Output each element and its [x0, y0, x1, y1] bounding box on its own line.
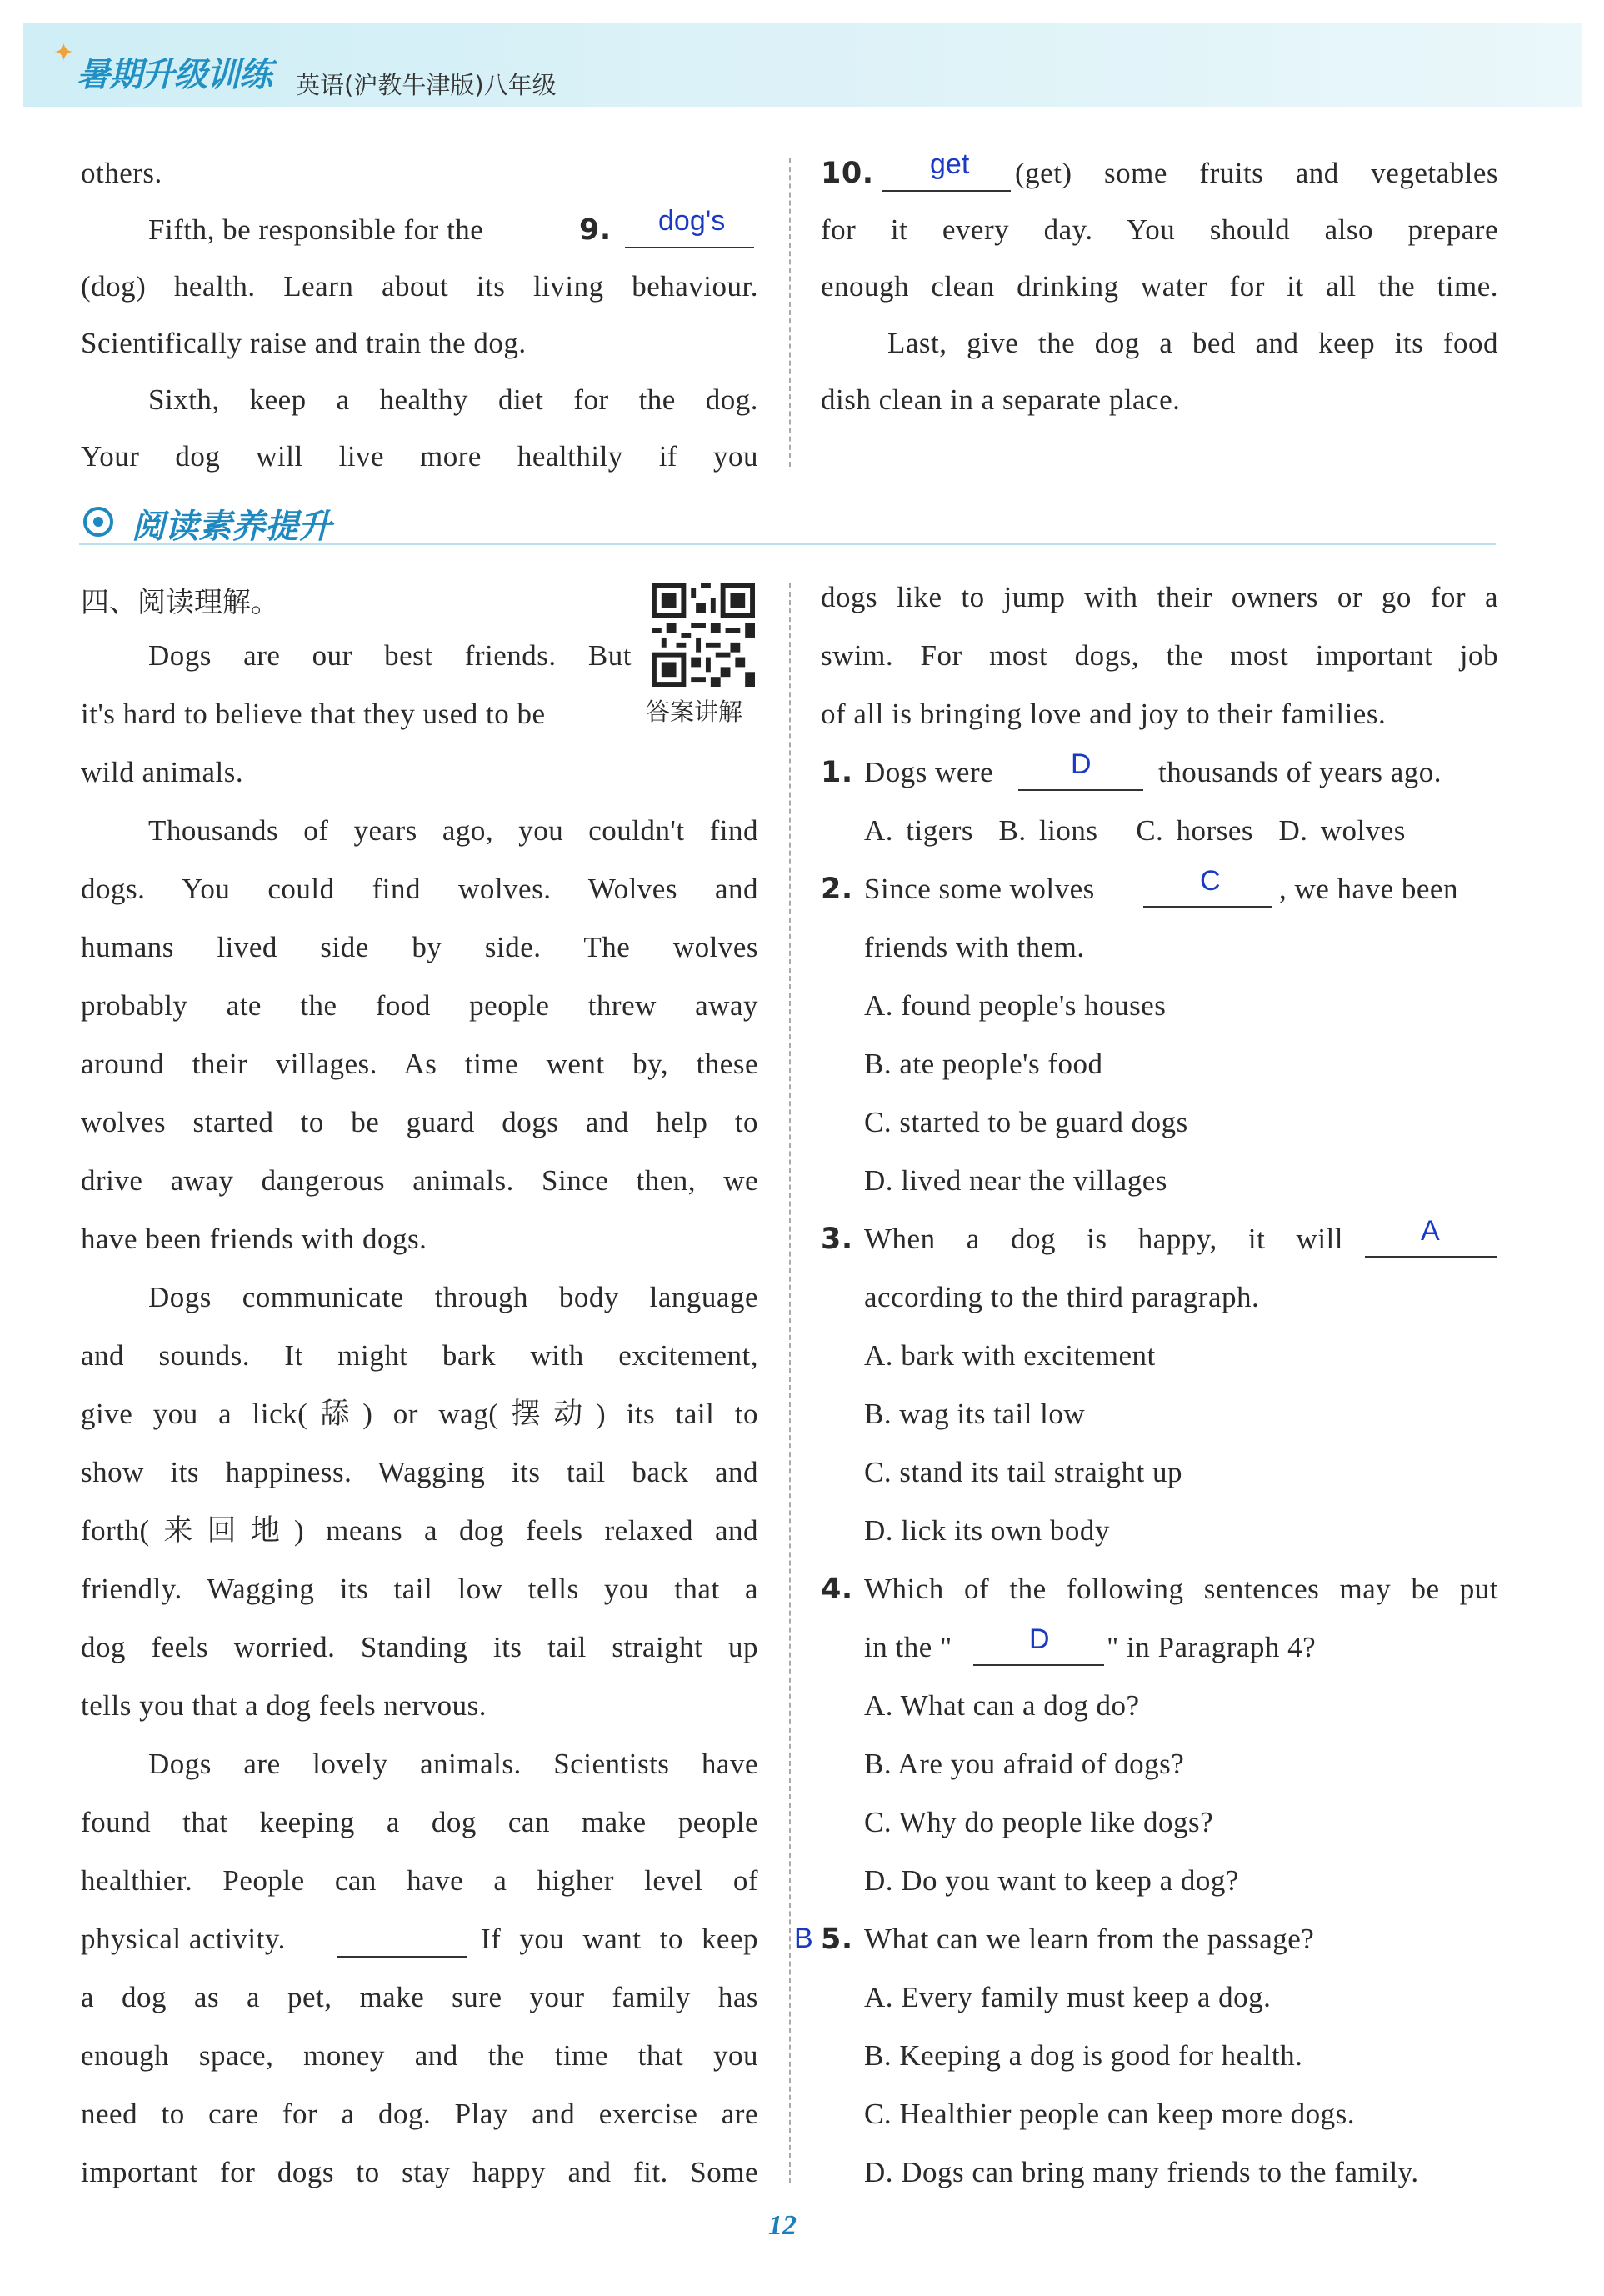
target-icon — [83, 507, 113, 537]
question-number: 3. — [821, 1223, 853, 1256]
passage-line: physical activity. — [81, 1923, 286, 1955]
top-right-line — [1015, 157, 1498, 190]
justified-text: humans lived side by side. The wolves — [81, 931, 758, 963]
justified-text: (get) some fruits and vegetables — [1015, 157, 1498, 189]
top-left-line: (dog) health. Learn about its living behaviour. — [81, 270, 758, 303]
answer-blank — [1365, 1256, 1497, 1258]
justified-text: important for dogs to stay happy and fit. Some — [81, 2156, 758, 2188]
brand-title: 暑期升级训练 — [77, 56, 272, 94]
column-divider — [789, 158, 791, 467]
passage-line — [81, 1631, 758, 1664]
top-right-line: dish clean in a separate place. — [821, 383, 1181, 416]
section-rule — [79, 543, 1496, 545]
justified-text: wolves started to be guard dogs and help to — [81, 1106, 758, 1138]
passage-line — [81, 1514, 758, 1548]
passage-line: wild animals. — [81, 756, 244, 788]
question-text: Dogs were — [864, 756, 994, 788]
option: D. lived near the villages — [864, 1164, 1167, 1197]
option: D. Dogs can bring many friends to the family. — [864, 2156, 1419, 2188]
justified-text: Sixth, keep a healthy diet for the dog. — [148, 383, 758, 416]
option: B. wag its tail low — [864, 1398, 1086, 1430]
passage-line — [81, 989, 758, 1023]
answer-text: C — [1200, 865, 1221, 897]
passage-line — [821, 581, 1498, 614]
answer-text: A — [1421, 1215, 1440, 1247]
justified-text: need to care for a dog. Play and exercise are — [81, 2098, 758, 2130]
justified-text: dogs. You could find wolves. Wolves and — [81, 873, 758, 905]
passage-line — [81, 1339, 758, 1373]
answer-text: D — [1071, 748, 1092, 780]
passage-line — [148, 814, 758, 848]
justified-text: swim. For most dogs, the most important job — [821, 639, 1498, 672]
section-title: 阅读素养提升 — [132, 508, 332, 546]
top-left-line — [81, 440, 758, 473]
justified-text: friendly. Wagging its tail low tells you that a — [81, 1573, 758, 1605]
passage-line: of all is bringing love and joy to their families. — [821, 698, 1387, 730]
passage-line: it's hard to believe that they used to be — [81, 698, 546, 730]
question-text: Since some wolves — [864, 873, 1095, 905]
passage-line — [81, 1456, 758, 1489]
justified-text: Your dog will live more healthily if you — [81, 440, 758, 473]
justified-text: drive away dangerous animals. Since then, we — [81, 1164, 758, 1197]
question-number: 5. — [821, 1923, 853, 1956]
answer-blank — [973, 1664, 1104, 1666]
star-icon: ✦ — [53, 39, 75, 67]
question-text: " in Paragraph 4? — [1107, 1631, 1317, 1663]
justified-text: around their villages. As time went by, these — [81, 1048, 758, 1080]
option: D. lick its own body — [864, 1514, 1110, 1547]
question-text: , we have been — [1279, 873, 1458, 905]
justified-text: dog feels worried. Standing its tail straight up — [81, 1631, 758, 1663]
question-text — [864, 1223, 1343, 1256]
option: C. stand its tail straight up — [864, 1456, 1182, 1488]
answer-text: get — [930, 148, 970, 180]
passage-blank — [337, 1956, 467, 1958]
question-text: thousands of years ago. — [1158, 756, 1442, 788]
top-right-line — [887, 327, 1498, 360]
passage-line — [81, 2098, 758, 2131]
option: A. bark with excitement — [864, 1339, 1156, 1372]
page-number: 12 — [768, 2210, 797, 2241]
options-line: A. tigers B. lions C. horses D. wolves — [864, 814, 1406, 847]
justified-text: Last, give the dog a bed and keep its food — [887, 327, 1498, 359]
subject-label: 英语(沪教牛津版)八年级 — [296, 71, 557, 99]
passage-line — [81, 1048, 758, 1081]
answer-text: dog's — [658, 205, 726, 237]
option: C. Healthier people can keep more dogs. — [864, 2098, 1356, 2130]
passage-line — [81, 1806, 758, 1839]
top-left-line: Fifth, be responsible for the — [148, 213, 484, 246]
option: B. ate people's food — [864, 1048, 1103, 1080]
answer-blank — [1018, 789, 1143, 791]
top-right-line — [821, 213, 1498, 247]
question-text — [864, 1573, 1498, 1606]
question-number: 1. — [821, 756, 853, 789]
question-number: 10. — [821, 157, 874, 190]
question-text: friends with them. — [864, 931, 1085, 963]
qr-label: 答案讲解 — [646, 698, 743, 726]
qr-code-icon — [650, 583, 757, 687]
justified-text: forth(来回地) means a dog feels relaxed and — [81, 1514, 758, 1547]
justified-text: Dogs are lovely animals. Scientists have — [148, 1748, 758, 1780]
option: A. Every family must keep a dog. — [864, 1981, 1272, 2013]
justified-text: probably ate the food people threw away — [81, 989, 758, 1022]
top-right-line — [821, 270, 1498, 303]
answer-blank — [1143, 906, 1272, 908]
column-divider — [789, 583, 791, 2183]
option: C. Why do people like dogs? — [864, 1806, 1214, 1838]
top-left-line: Scientifically raise and train the dog. — [81, 327, 527, 359]
question-number: 2. — [821, 873, 853, 906]
passage-line — [81, 2156, 758, 2189]
justified-text: healthier. People can have a higher level of — [81, 1864, 758, 1897]
passage-line: have been friends with dogs. — [81, 1223, 427, 1255]
answer-blank — [625, 247, 754, 248]
option: C. started to be guard dogs — [864, 1106, 1188, 1138]
top-left-line — [148, 383, 758, 417]
passage-line — [81, 1573, 758, 1606]
option: B. Keeping a dog is good for health. — [864, 2039, 1303, 2072]
justified-text: enough clean drinking water for it all the time. — [821, 270, 1498, 303]
justified-text: When a dog is happy, it will — [864, 1223, 1343, 1255]
justified-text: and sounds. It might bark with excitement, — [81, 1339, 758, 1372]
part-heading: 四、阅读理解。 — [81, 586, 279, 619]
option: B. Are you afraid of dogs? — [864, 1748, 1185, 1780]
justified-text: dogs like to jump with their owners or go for a — [821, 581, 1498, 613]
answer-blank — [882, 190, 1011, 192]
justified-text: Thousands of years ago, you couldn't find — [148, 814, 758, 847]
passage-line — [81, 2039, 758, 2073]
question-text: What can we learn from the passage? — [864, 1923, 1315, 1955]
justified-text: a dog as a pet, make sure your family has — [81, 1981, 758, 2013]
passage-line — [821, 639, 1498, 673]
question-text: in the " — [864, 1631, 952, 1663]
option: A. What can a dog do? — [864, 1689, 1140, 1722]
justified-text: Dogs communicate through body language — [148, 1281, 758, 1313]
answer-text: B — [794, 1923, 813, 1954]
top-left-line: others. — [81, 157, 162, 189]
justified-text: If you want to keep — [481, 1923, 758, 1955]
passage-line — [481, 1923, 758, 1956]
justified-text: for it every day. You should also prepare — [821, 213, 1498, 246]
justified-text: show its happiness. Wagging its tail back and — [81, 1456, 758, 1488]
justified-text: enough space, money and the time that you — [81, 2039, 758, 2072]
question-number: 9. — [579, 213, 612, 247]
passage-line — [81, 1398, 758, 1431]
passage-line — [81, 931, 758, 964]
option: A. found people's houses — [864, 989, 1167, 1022]
justified-text: give you a lick(舔) or wag(摆动) its tail to — [81, 1398, 758, 1430]
answer-text: D — [1029, 1623, 1050, 1655]
passage-line — [81, 873, 758, 906]
passage-line — [148, 639, 632, 673]
passage-line: tells you that a dog feels nervous. — [81, 1689, 487, 1722]
passage-line — [81, 1864, 758, 1898]
option: D. Do you want to keep a dog? — [864, 1864, 1239, 1897]
passage-line — [148, 1281, 758, 1314]
passage-line — [81, 1106, 758, 1139]
justified-text: Dogs are our best friends. But — [148, 639, 632, 672]
question-number: 4. — [821, 1573, 853, 1606]
passage-line — [148, 1748, 758, 1781]
justified-text: Which of the following sentences may be put — [864, 1573, 1498, 1605]
passage-line — [81, 1981, 758, 2014]
question-text: according to the third paragraph. — [864, 1281, 1260, 1313]
passage-line — [81, 1164, 758, 1198]
justified-text: found that keeping a dog can make people — [81, 1806, 758, 1838]
